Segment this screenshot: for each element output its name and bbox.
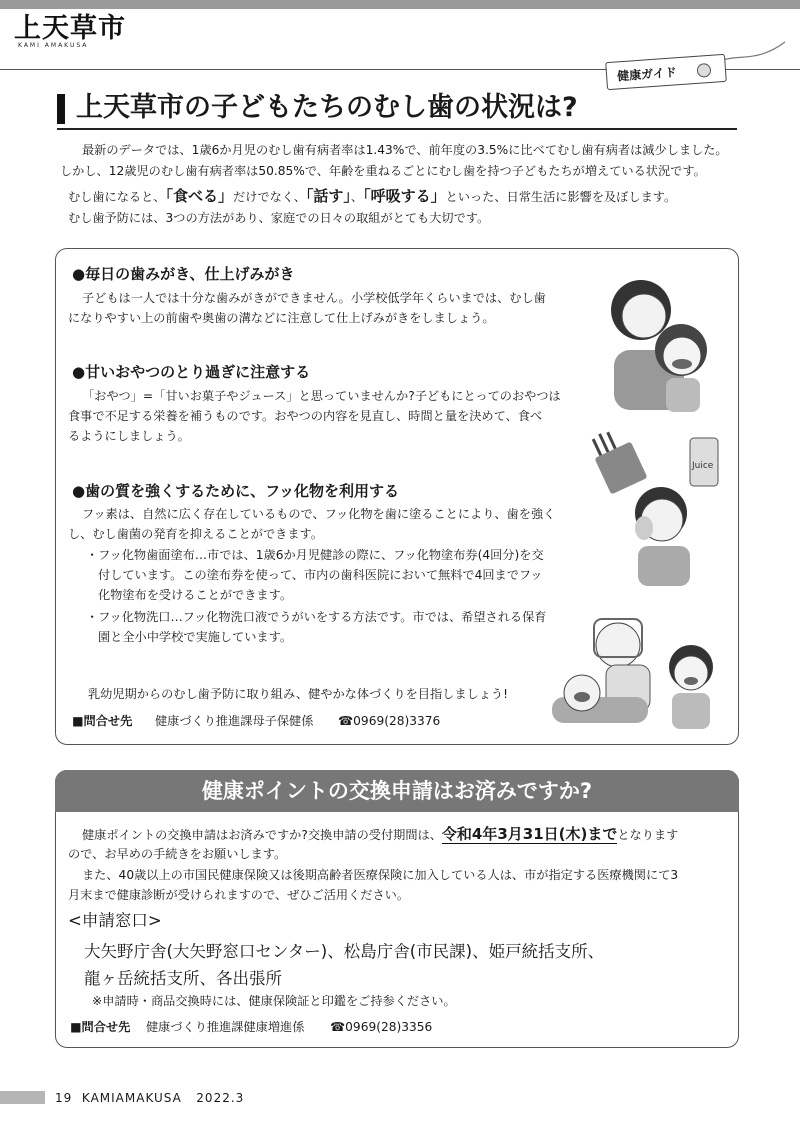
- fluoride-bullet-line: ・フッ化物洗口…フッ化物洗口液でうがいをする方法です。市では、希望される保育: [86, 610, 547, 624]
- sweets-and-toothache-illustration: [586, 428, 726, 588]
- top-band: [0, 0, 800, 9]
- section-brushing-line: になりやすい上の前歯や奥歯の溝などに注意して仕上げみがきをしましょう。: [68, 311, 495, 325]
- section-snacks-line: 食事で不足する栄養を補うものです。おやつの内容を見直し、時間と量を決めて、食べ: [68, 409, 543, 423]
- contact-label: ■問合せ先: [70, 1020, 131, 1034]
- city-logo-subtitle: KAMI AMAKUSA: [18, 42, 89, 49]
- health-guide-label: 健康ガイド: [616, 64, 678, 83]
- tag-hole-icon: [697, 63, 712, 78]
- intro-line-3: むし歯になると、「食べる」だけでなく、「話す」、「呼吸する」といった、日常生活に影響を及ぼします。: [68, 187, 677, 205]
- contact-label: ■問合せ先: [72, 714, 133, 728]
- title-marker: [57, 94, 65, 124]
- contact-department: 健康づくり推進課健康増進係: [146, 1020, 305, 1034]
- intro-line-4: むし歯予防には、3つの方法があり、家庭での日々の取組がとても大切です。: [68, 211, 490, 225]
- points-paragraph-line: また、40歳以上の市国民健康保険又は後期高齢者医療保険に加入している人は、市が指定する医療機関にて3: [82, 868, 679, 882]
- contact-department: 健康づくり推進課母子保健係: [155, 714, 314, 728]
- intro-line-1: 最新のデータでは、1歳6か月児のむし歯有病者率は1.43%で、前年度の3.5%に比べてむし歯有病者は減少しました。: [82, 143, 728, 157]
- dentist-checkup-illustration: [548, 605, 728, 733]
- city-logo: 上天草市: [14, 13, 126, 44]
- contact-phone: ☎0969(28)3356: [330, 1020, 433, 1034]
- contact-phone: ☎0969(28)3376: [338, 714, 441, 728]
- deadline-text: 令和4年3月31日(木)まで: [441, 825, 618, 843]
- page-number: 19: [55, 1091, 73, 1105]
- points-paragraph-line: 月末まで健康診断が受けられますので、ぜひご活用ください。: [68, 888, 410, 902]
- section-brushing-heading: ●毎日の歯みがき、仕上げみがき: [72, 265, 295, 283]
- issue-date: 2022.3: [196, 1091, 245, 1105]
- application-note: ※申請時・商品交換時には、健康保険証と印鑑をご持参ください。: [92, 994, 456, 1008]
- points-paragraph-line: ので、お早めの手続きをお願いします。: [68, 847, 287, 861]
- health-points-title: 健康ポイントの交換申請はお済みですか?: [201, 779, 593, 803]
- mother-brushing-child-illustration: [596, 270, 726, 420]
- emphasis-speak: 「話す」: [305, 187, 351, 205]
- fluoride-bullet-line: 園と全小中学校で実施しています。: [98, 630, 293, 644]
- closing-message: 乳幼児期からのむし歯予防に取り組み、健やかな体づくりを目指しましょう!: [88, 687, 508, 701]
- application-window-line: 大矢野庁舎(大矢野窓口センター)、松島庁舎(市民課)、姫戸統括支所、: [84, 942, 605, 961]
- magazine-name: KAMIAMAKUSA: [81, 1091, 182, 1105]
- section-snacks-line: 「おやつ」=「甘いお菓子やジュース」と思っていませんか?子どもにとってのおやつは: [82, 389, 561, 403]
- fluoride-bullet-line: 化物塗布を受けることができます。: [98, 588, 293, 602]
- title-rule: [57, 128, 737, 130]
- emphasis-breathe: 「呼吸する」: [363, 187, 446, 205]
- emphasis-eat: 「食べる」: [165, 187, 234, 205]
- fluoride-bullet-line: 付しています。この塗布券を使って、市内の歯科医院において無料で4回までフッ: [98, 568, 543, 582]
- intro-line-2: しかし、12歳児のむし歯有病者率は50.85%で、年齢を重ねるごとにむし歯を持つ子どもたちが増えている状況です。: [60, 164, 706, 178]
- footer-bar: [0, 1091, 45, 1104]
- application-window-line: 龍ヶ岳統括支所、各出張所: [84, 969, 282, 988]
- section-fluoride-heading: ●歯の質を強くするために、フッ化物を利用する: [72, 482, 400, 500]
- article-title: 上天草市の子どもたちのむし歯の状況は?: [76, 92, 578, 123]
- health-guide-tag: [605, 54, 727, 90]
- section-snacks-line: るようにしましょう。: [68, 429, 190, 443]
- section-snacks-heading: ●甘いおやつのとり過ぎに注意する: [72, 363, 311, 381]
- section-brushing-line: 子どもは一人では十分な歯みがきができません。小学校低学年くらいまでは、むし歯: [82, 291, 546, 305]
- section-fluoride-line: フッ素は、自然に広く存在しているもので、フッ化物を歯に塗ることにより、歯を強く: [82, 507, 556, 521]
- footer-info: [55, 1090, 244, 1106]
- section-fluoride-line: し、むし歯菌の発育を抑えることができます。: [68, 527, 323, 541]
- application-window-heading: <申請窓口>: [68, 911, 162, 930]
- fluoride-bullet-line: ・フッ化物歯面塗布…市では、1歳6か月児健診の際に、フッ化物塗布券(4回分)を交: [86, 548, 544, 562]
- juice-can-label: Juice: [692, 461, 714, 471]
- points-paragraph-line: 健康ポイントの交換申請はお済みですか?交換申請の受付期間は、令和4年3月31日(木)までとなります: [82, 825, 679, 843]
